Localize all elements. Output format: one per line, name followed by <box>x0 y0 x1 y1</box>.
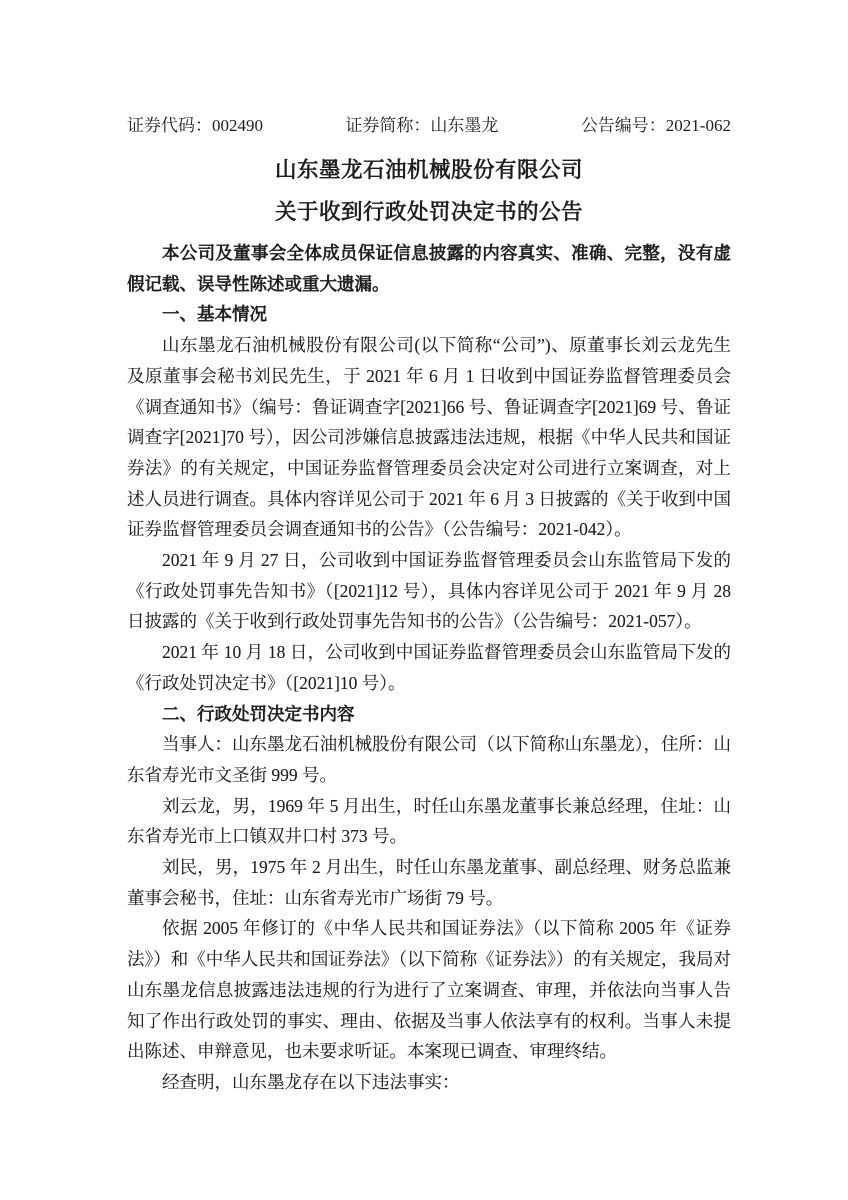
body-paragraph: 刘民，男，1975 年 2 月出生，时任山东墨龙董事、副总经理、财务总监兼董事会秘书，住址：山东省寿光市广场街 79 号。 <box>127 857 731 908</box>
document-body <box>127 238 731 1098</box>
section-heading: 二、行政处罚决定书内容 <box>162 703 355 724</box>
document-titles <box>127 149 731 233</box>
body-paragraph: 2021 年 10 月 18 日，公司收到中国证券监督管理委员会山东监管局下发的《行政处罚决定书》（[2021]10 号）。 <box>127 642 731 693</box>
body-paragraph: 经查明，山东墨龙存在以下违法事实： <box>162 1071 460 1092</box>
section-heading: 一、基本情况 <box>162 304 267 325</box>
disclaimer-paragraph: 本公司及董事会全体成员保证信息披露的内容真实、准确、完整，没有虚假记载、误导性陈述或重大遗漏。 <box>127 243 731 294</box>
body-paragraph: 2021 年 9 月 27 日，公司收到中国证券监督管理委员会山东监管局下发的《行政处罚事先告知书》（[2021]12 号），具体内容详见公司于 2021 年 9 月 28 日披露的《关于收到行政处罚事先告知书的公告》（公告编号：2021-057）。 <box>127 550 731 632</box>
stock-abbr-label: 证券简称：山东墨龙 <box>345 116 499 135</box>
announcement-subject-title: 关于收到行政处罚决定书的公告 <box>274 200 583 224</box>
document-content <box>127 114 731 1098</box>
stock-code-label: 证券代码：002490 <box>127 116 263 135</box>
body-paragraph: 刘云龙，男，1969 年 5 月出生，时任山东墨龙董事长兼总经理，住址：山东省寿光市上口镇双井口村 373 号。 <box>127 795 731 847</box>
body-paragraph: 当事人：山东墨龙石油机械股份有限公司（以下简称山东墨龙），住所：山东省寿光市文圣街 999 号。 <box>127 734 731 785</box>
announcement-number-label: 公告编号：2021-062 <box>580 116 731 135</box>
company-name-title: 山东墨龙石油机械股份有限公司 <box>274 158 583 182</box>
document-header <box>127 114 731 138</box>
body-paragraph: 山东墨龙石油机械股份有限公司(以下简称“公司”)、原董事长刘云龙先生及原董事会秘书刘民先生，于 2021 年 6 月 1 日收到中国证券监督管理委员会《调查通知书》（编号：鲁证调查字[2021]66 号、鲁证调查字[2021]69 号、鲁证调查字[2021]70 号），因公司涉嫌信息披露违法违规，根据《中华人民共和国证券法》的有关规定，中国证券监督管理委员会决定对公司进行立案调查，对上述人员进行调查。具体内容详见公司于 2021 年 6 月 3 日披露的《关于收到中国证券监督管理委员会调查通知书的公告》（公告编号：2021-042）。 <box>127 335 731 540</box>
body-paragraph: 依据 2005 年修订的《中华人民共和国证券法》（以下简称 2005 年《证券法》）和《中华人民共和国证券法》（以下简称《证券法》）的有关规定，我局对山东墨龙信息披露违法违规的行为进行了立案调查、审理，并依法向当事人告知了作出行政处罚的事实、理由、依据及当事人依法享有的权利。当事人未提出陈述、申辩意见，也未要求听证。本案现已调查、审理终结。 <box>127 918 731 1062</box>
